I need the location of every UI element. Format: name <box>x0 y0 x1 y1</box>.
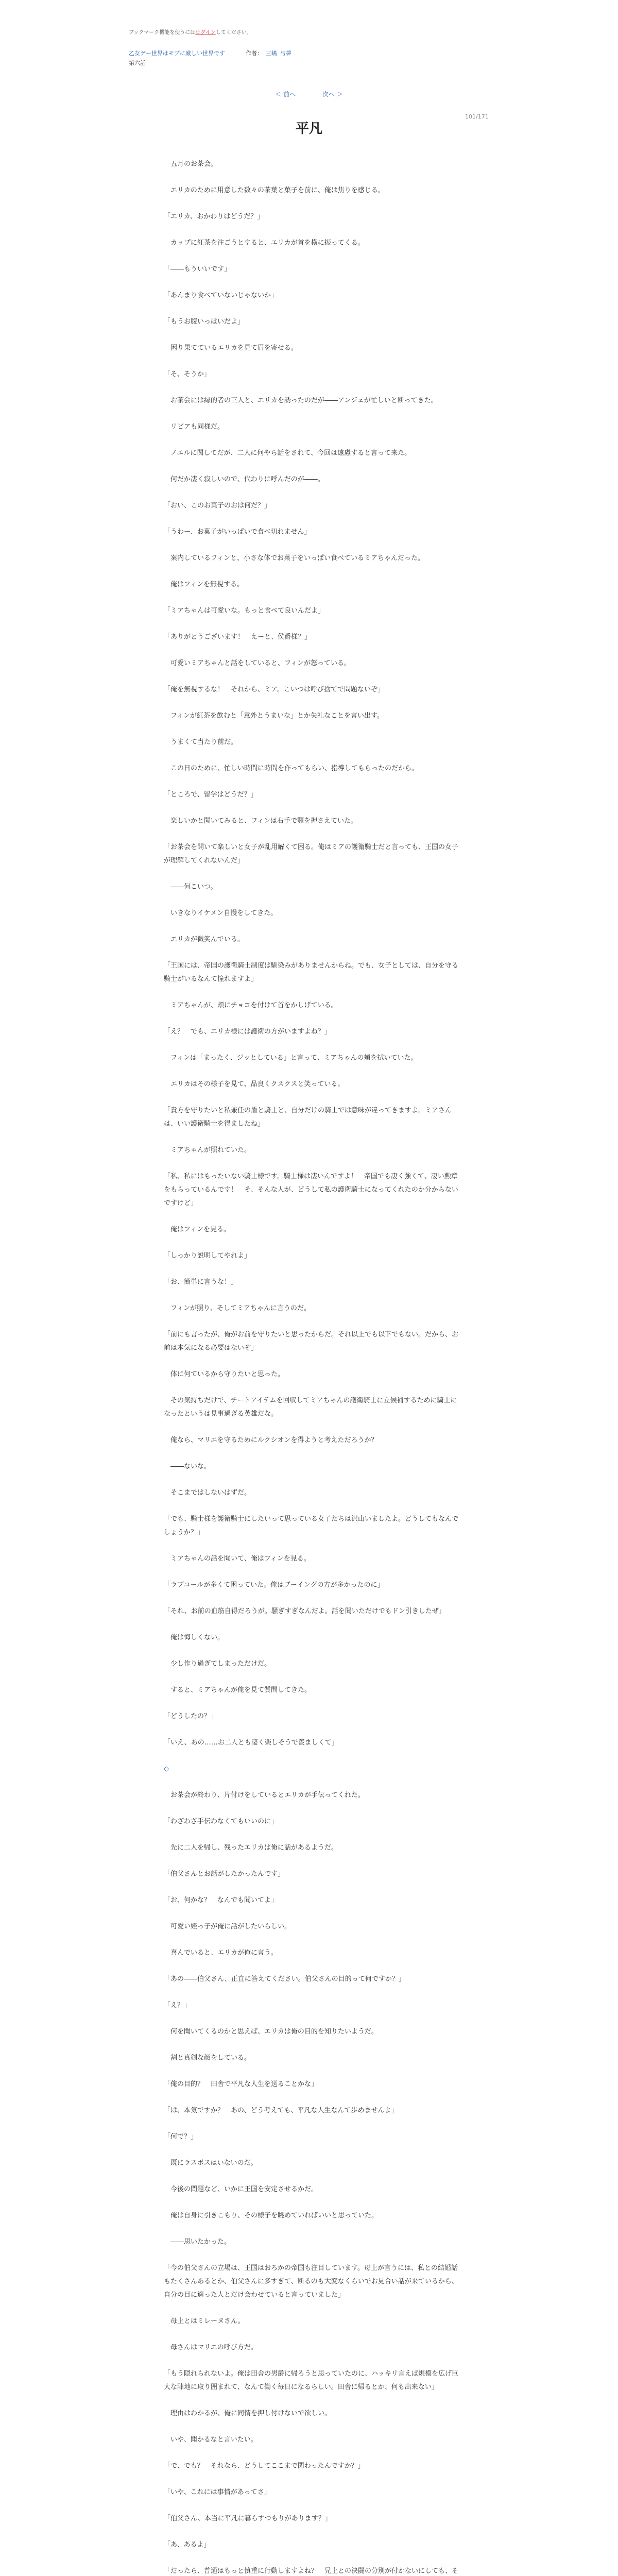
body-paragraph: 困り果てているエリカを見て眉を寄せる。 <box>164 344 298 352</box>
body-paragraph: いや、聞かるなと言いたい。 <box>164 2436 258 2444</box>
body-paragraph: 今後の問題など、いかに王国を安定させるかだ。 <box>164 2185 318 2193</box>
chapter-number: 第六話 <box>129 60 146 66</box>
body-paragraph: カップに紅茶を注ごうとすると、エリカが首を横に振ってくる。 <box>164 239 365 247</box>
body-paragraph: 「わざわざ手伝わなくてもいいのに」 <box>164 1818 278 1825</box>
body-paragraph: 「え？ でも、エリカ様には護衛の方がいますよね？」 <box>164 1028 331 1036</box>
body-paragraph: ミアちゃんの話を聞いて、俺はフィンを見る。 <box>164 1555 311 1563</box>
scene-separator: ◇ <box>164 1765 169 1773</box>
body-paragraph: 「ミアちゃんは可愛いな。もっと食べて良いんだよ」 <box>164 607 325 615</box>
body-paragraph: 「で、でも？ それなら、どうしてここまで関わったんですか？」 <box>164 2462 365 2470</box>
body-paragraph: お茶会が終わり、片付けをしているとエリカが手伝ってくれた。 <box>164 1791 365 1799</box>
body-paragraph: 「あの――伯父さん、正直に答えてください。伯父さんの目的って何ですか？」 <box>164 1975 405 1983</box>
body-paragraph: 「何で？」 <box>164 2133 198 2141</box>
body-paragraph: ノエルに関してだが、二人に何やら話をされて、今回は遠慮すると言って来た。 <box>164 449 411 457</box>
login-notice-before: ブックマーク機能を使うには <box>129 30 196 36</box>
body-paragraph: 「え？」 <box>164 2002 191 2009</box>
body-paragraph: 「俺の目的？ 田舎で平凡な人生を送ることかな」 <box>164 2080 318 2088</box>
body-paragraph: ミアちゃんが照れていた。 <box>164 1146 251 1154</box>
body-paragraph: 既にラスボスはいないのだ。 <box>164 2159 258 2167</box>
body-paragraph: 「前にも言ったが、俺がお前を守りたいと思ったからだ。それ以上でも以下でもない。だから、お前は本気になる必要はないぞ」 <box>164 1331 459 1352</box>
body-paragraph: フィンは「まったく、ジッとしている」と言って、ミアちゃんの頬を拭いていた。 <box>164 1054 418 1062</box>
page-counter: 101/171 <box>465 113 489 120</box>
chapter-title: 平凡 <box>295 121 322 137</box>
body-paragraph: 「あんまり食べていないじゃないか」 <box>164 292 278 299</box>
body-paragraph: フィンが紅茶を飲むと「意外とうまいな」とか失礼なことを言い出す。 <box>164 712 384 720</box>
body-paragraph: お茶会には縁的者の三人と、エリカを誘ったのだが――アンジェが忙しいと断ってきた。 <box>164 397 438 404</box>
login-link[interactable]: ログイン <box>195 30 216 36</box>
body-paragraph: 案内しているフィンと、小さな体でお菓子をいっぱい食べているミアちゃんだった。 <box>164 554 424 562</box>
body-paragraph: 「俺を無視するな！ それから、ミア。こいつは呼び捨てで問題ないぞ」 <box>164 686 384 693</box>
body-paragraph: すると、ミアちゃんが俺を見て質問してきた。 <box>164 1686 312 1694</box>
author-label: 作者： <box>246 50 263 57</box>
author-info <box>246 49 291 58</box>
body-paragraph: 割と真剣な顔をしている。 <box>164 2054 251 2062</box>
body-paragraph: エリカのために用意した数々の茶葉と菓子を前に、俺は焦りを感じる。 <box>164 187 385 194</box>
body-paragraph: ――ないな。 <box>164 1463 211 1470</box>
body-paragraph: 「伯父さんとお話がしたかったんです」 <box>164 1870 285 1878</box>
series-info <box>129 49 618 58</box>
body-paragraph: 理由はわかるが、俺に同情を押し付けないで欲しい。 <box>164 2410 332 2417</box>
body-paragraph: 体に何ているから守りたいと思った。 <box>164 1370 285 1378</box>
body-paragraph: 「エリカ、おかわりはどうだ？」 <box>164 213 264 221</box>
body-paragraph: 楽しいかと聞いてみると、フィンは右手で顎を押さえていた。 <box>164 817 357 825</box>
login-notice-after: してください。 <box>215 30 252 36</box>
body-paragraph: フィンが照り、そしてミアちゃんに言うのだ。 <box>164 1304 311 1312</box>
body-paragraph: 「私、私にはもったいない騎士様です。騎士様は凄いんですよ！ 帝国でも凄く強くて、凄い勲章をもらっているんです！ そ、そんな人が、どうして私の護衛騎士になってくれたのか分からないですけど」 <box>164 1173 458 1207</box>
body-paragraph: 「ラブコールが多くて困っていた。俺はブーイングの方が多かったのに」 <box>164 1581 384 1589</box>
body-paragraph: この日のために、忙しい時間に時間を作ってもらい、指導してもらったのだから。 <box>164 765 419 772</box>
body-paragraph: ミアちゃんが、頬にチョコを付けて首をかしげている。 <box>164 1002 338 1009</box>
body-paragraph: 可愛いミアちゃんと話をしていると、フィンが怒っている。 <box>164 659 351 667</box>
body-paragraph: 俺なら、マリエを守るためにルクシオンを得ようと考えただろうか？ <box>164 1436 378 1444</box>
body-paragraph: 「そ、そうか」 <box>164 370 211 378</box>
body-paragraph: 「どうしたの？」 <box>164 1713 218 1720</box>
body-paragraph: 何だか凄く寂しいので、代わりに呼んだのが――。 <box>164 476 324 483</box>
body-paragraph: 母さんはマリエの呼び方だ。 <box>164 2344 258 2351</box>
body-paragraph: 可愛い姪っ子が俺に話がしたいらしい。 <box>164 1923 291 1930</box>
series-title-link[interactable]: 乙女ゲー世界はモブに厳しい世界です <box>129 50 225 57</box>
body-paragraph: 「もうお腹いっぱいだよ」 <box>164 318 245 326</box>
login-notice <box>129 29 618 37</box>
body-paragraph: 「ところで、留学はどうだ？」 <box>164 791 258 799</box>
body-paragraph: いきなりイケメン自慢をしてきた。 <box>164 909 278 917</box>
page-header <box>0 0 618 67</box>
body-paragraph: 母上とはミレーヌさん。 <box>164 2317 245 2325</box>
body-paragraph: 「おい、このお菓子のおは何だ？」 <box>164 502 271 510</box>
body-paragraph: リビアも同様だ。 <box>164 423 225 431</box>
author-link[interactable]: 三嶋 <box>266 50 277 57</box>
next-chapter-link[interactable]: 次へ ＞ <box>322 91 343 98</box>
body-paragraph: 「いや、これには事情があってさ」 <box>164 2488 271 2496</box>
body-paragraph: 喜んでいると、エリカが俺に言う。 <box>164 1949 278 1957</box>
body-paragraph: うまくて当たり前だ。 <box>164 738 238 746</box>
body-paragraph: ――何こいつ。 <box>164 883 217 891</box>
body-paragraph: 少し作り過ぎてしまっただけだ。 <box>164 1660 271 1668</box>
chapter-body <box>164 158 462 2576</box>
body-paragraph: 「でも、騎士様を護衛騎士にしたいって思っている女子たちは沢山いましたよ。どうしてもなんでしょうか？」 <box>164 1515 459 1536</box>
body-paragraph: 「あ、あるよ」 <box>164 2541 211 2549</box>
body-paragraph: エリカが微笑んでいる。 <box>164 936 244 943</box>
body-paragraph: 「しっかり説明してやれよ」 <box>164 1252 251 1260</box>
body-paragraph: エリカはその様子を見て、品良くクスクスと笑っている。 <box>164 1080 345 1088</box>
body-paragraph: 「今の伯父さんの立場は、王国はおろかの帝国も注目しています。母上が言うには、私との結婚話もたくさんあるとか、伯父さんに多すぎて、断るのも大変なくらいでお見合い話が来ているから、自分の目に適った人とだけ会わせていると言っていました」 <box>164 2264 458 2299</box>
body-paragraph: 「お茶会を開いて楽しいと女子が乱用解くて困る。俺はミアの護衛騎士だと言っても、王国の女子が理解してくれないんだ」 <box>164 843 459 865</box>
body-paragraph: 俺は自身に引きこもり、その様子を眺めていればいいと思っていた。 <box>164 2212 379 2219</box>
body-paragraph: 「それ、お前の血筋自得だろうが。騒ぎすぎなんだよ。話を聞いただけでもドン引きしたぜ」 <box>164 1607 445 1615</box>
body-paragraph: 「王国には、帝国の護衛騎士制度は馴染みがありませんからね。でも、女子としては、自分を守る騎士がいるなんて憧れますよ」 <box>164 962 459 983</box>
body-paragraph: 「――もういいです」 <box>164 265 231 273</box>
body-paragraph: 「だったら、普通はもっと慎重に行動しますよね？ 兄上との決闘の分別が付かないにしても、そ <box>164 2567 459 2575</box>
body-paragraph: その気持ちだけで、チートアイテムを回収してミアちゃんの護衛騎士に立候補するために騎士になったというは見事過ぎる英雄だな。 <box>164 1397 457 1418</box>
body-paragraph: 「いえ、あの……お二人とも凄く楽しそうで羨ましくて」 <box>164 1739 338 1747</box>
body-paragraph: 俺はフィンを無視する。 <box>164 581 244 588</box>
body-paragraph: 「は、本気ですか？ あの、どう考えても、平凡な人生なんて歩めませんよ」 <box>164 2107 398 2114</box>
body-paragraph: 俺は悔しくない。 <box>164 1634 225 1641</box>
body-paragraph: 五月のお茶会。 <box>164 160 218 168</box>
body-paragraph: 「うわー、お菓子がいっぱいで食べ切れません」 <box>164 528 311 536</box>
body-paragraph: ――思いたかった。 <box>164 2238 231 2246</box>
body-paragraph: 「ありがとうございます！ えーと、侯爵様？」 <box>164 633 312 641</box>
body-paragraph: 何を聞いてくるのかと思えば、エリカは俺の目的を知りたいようだ。 <box>164 2028 378 2036</box>
body-paragraph: 先に二人を帰し、残ったエリカは俺に話があるようだ。 <box>164 1844 338 1852</box>
body-paragraph: 「お、簡単に言うな！」 <box>164 1278 238 1286</box>
author-extra[interactable]: 与夢 <box>280 50 291 57</box>
body-paragraph: 俺はフィンを見る。 <box>164 1226 230 1233</box>
body-paragraph: 「伯父さん、本当に平凡に暮らすつもりがあります？」 <box>164 2515 332 2522</box>
chapter-pager <box>0 90 618 98</box>
body-paragraph: 「貴方を守りたいと私兼任の盾と騎士と、自分だけの騎士では意味が違ってきますよ。ミアさんは、いい護衛騎士を得ましたね」 <box>164 1107 452 1128</box>
body-paragraph: 「もう隠れられないよ。俺は田舎の男爵に帰ろうと思っていたのに、ハッキリ言えば規模を広げ巨大な陣地に取り囲まれて、なんて働く毎日になるらしい。田舎に帰るとか、何も出来ない」 <box>164 2370 459 2391</box>
body-paragraph: 「お、何かな？ なんでも聞いてよ」 <box>164 1896 278 1904</box>
prev-chapter-link[interactable]: ＜ 前へ <box>275 91 296 98</box>
body-paragraph: そこまではしないはずだ。 <box>164 1489 251 1497</box>
